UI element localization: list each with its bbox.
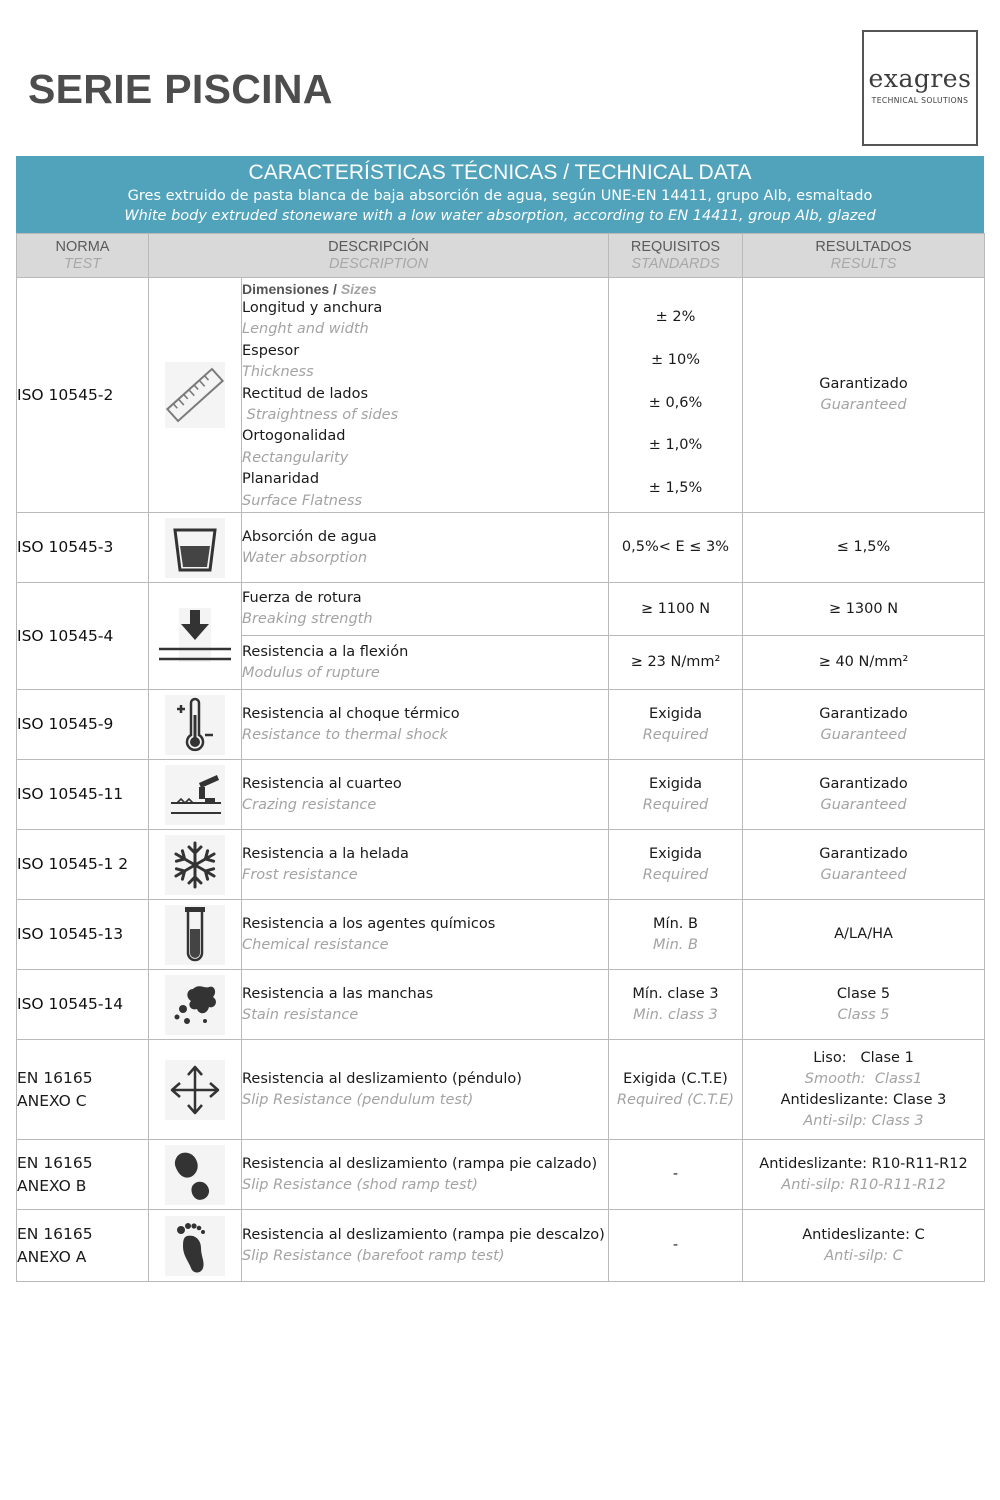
norma-cell: ISO 10545-9	[17, 690, 149, 760]
result-value-en: Smooth: Class1	[804, 1070, 923, 1087]
water-glass-icon	[165, 518, 225, 578]
requirement-value: Exigida (C.T.E)	[623, 1070, 728, 1087]
description-en: Slip Resistance (barefoot ramp test)	[242, 1247, 505, 1264]
table-row	[17, 583, 985, 636]
column-header-requisitos: REQUISITOS STANDARDS	[609, 234, 743, 278]
norma-annex: ANEXO B	[17, 1176, 87, 1195]
stain-icon	[165, 975, 225, 1035]
norma-cell: EN 16165	[17, 1068, 93, 1087]
description-es: Resistencia al choque térmico	[242, 705, 460, 722]
result-value-en: Class 5	[837, 1006, 890, 1023]
norma-cell: EN 16165	[17, 1224, 93, 1243]
table-row	[17, 690, 985, 760]
requirement-value: ± 1,0%	[648, 437, 703, 454]
technical-data-table	[16, 233, 985, 1282]
footprint-icon	[165, 1216, 225, 1276]
list-item: Espesor	[242, 342, 300, 359]
result-value: A/LA/HA	[743, 900, 985, 970]
column-header-resultados: RESULTADOS RESULTS	[743, 234, 985, 278]
result-value: Clase 5	[836, 985, 891, 1002]
logo-name: exagres	[868, 64, 972, 93]
description-en: Slip Resistance (shod ramp test)	[242, 1176, 478, 1193]
column-header-descripcion: DESCRIPCIÓN DESCRIPTION	[149, 234, 609, 278]
norma-cell: ISO 10545-4	[17, 583, 149, 690]
norma-cell: ISO 10545-1 2	[17, 830, 149, 900]
description-es: Resistencia a la helada	[242, 845, 409, 862]
table-row	[17, 830, 985, 900]
requirement-value: -	[609, 1140, 743, 1210]
result-value-en: Guaranteed	[820, 866, 907, 883]
result-value-en: Guaranteed	[820, 397, 907, 414]
requirement-value-en: Min. class 3	[633, 1006, 718, 1023]
norma-cell: ISO 10545-13	[17, 900, 149, 970]
table-row	[17, 1210, 985, 1282]
result-value: Garantizado	[819, 775, 908, 792]
result-value: Liso: Clase 1	[813, 1049, 914, 1066]
result-value-en: Anti-silp: R10-R11-R12	[781, 1176, 946, 1193]
norma-annex: ANEXO C	[17, 1091, 87, 1110]
logo-subtitle: TECHNICAL SOLUTIONS	[871, 96, 969, 105]
page-title: SERIE PISCINA	[28, 66, 333, 112]
shoe-print-icon	[165, 1145, 225, 1205]
description-en: Chemical resistance	[242, 936, 389, 953]
table-row	[17, 513, 985, 583]
description-es: Resistencia a la flexión	[242, 643, 409, 660]
description-es: Fuerza de rotura	[242, 590, 362, 607]
requirement-value: Exigida	[648, 705, 703, 722]
list-item: Rectangularity	[242, 449, 349, 466]
result-value: Antideslizante: R10-R11-R12	[759, 1155, 968, 1172]
table-row	[17, 1140, 985, 1210]
description-es: Resistencia al deslizamiento (rampa pie descalzo)	[242, 1226, 605, 1243]
result-value-en: Guaranteed	[820, 726, 907, 743]
description-es: Absorción de agua	[242, 528, 377, 545]
banner-description-en: White body extruded stoneware with a low water absorption, according to EN 14411, group AIb, glazed	[124, 208, 876, 224]
result-value-en: Anti-silp: C	[824, 1247, 903, 1264]
description-es: Resistencia a los agentes químicos	[242, 915, 496, 932]
requirement-value: ± 1,5%	[648, 480, 703, 497]
move-arrows-icon	[165, 1060, 225, 1120]
result-value: Garantizado	[819, 376, 908, 393]
description-en: Stain resistance	[242, 1006, 359, 1023]
norma-cell: ISO 10545-14	[17, 970, 149, 1040]
banner-title: CARACTERÍSTICAS TÉCNICAS / TECHNICAL DATA	[248, 161, 752, 184]
dimensions-list	[242, 298, 608, 512]
crazing-icon	[165, 765, 225, 825]
list-item: Rectitud de lados	[242, 385, 368, 402]
description-es: Resistencia al deslizamiento (péndulo)	[242, 1070, 522, 1087]
result-value-en: Anti-silp: Class 3	[803, 1112, 924, 1129]
result-value: Antideslizante: C	[802, 1226, 925, 1243]
list-item: Straightness of sides	[242, 407, 399, 424]
table-header-row	[17, 234, 985, 278]
requirement-value: 0,5%< E ≤ 3%	[609, 513, 743, 583]
dimensions-requirements	[609, 296, 742, 510]
list-item: Ortogonalidad	[242, 428, 346, 445]
table-row	[17, 900, 985, 970]
requirement-value: Exigida	[648, 845, 703, 862]
norma-annex: ANEXO A	[17, 1247, 87, 1266]
pressure-arrow-icon	[157, 606, 233, 666]
technical-data-banner	[16, 156, 984, 233]
brand-logo	[862, 30, 978, 146]
description-en: Modulus of rupture	[242, 664, 380, 681]
requirement-value: ± 10%	[651, 351, 700, 368]
requirement-value-en: Required	[642, 726, 709, 743]
description-en: Crazing resistance	[242, 796, 377, 813]
result-value: Antideslizante: Clase 3	[780, 1091, 947, 1108]
requirement-value: Mín. B	[653, 915, 698, 932]
description-es: Resistencia al deslizamiento (rampa pie calzado)	[242, 1155, 598, 1172]
list-item: Planaridad	[242, 471, 320, 488]
banner-description-es: Gres extruido de pasta blanca de baja absorción de agua, según UNE-EN 14411, grupo AIb, esmaltado	[127, 188, 873, 204]
description-en: Frost resistance	[242, 866, 358, 883]
requirement-value-en: Required	[642, 866, 709, 883]
list-item: Longitud y anchura	[242, 300, 383, 316]
requirement-value: ≥ 23 N/mm²	[609, 636, 743, 690]
result-value: Garantizado	[819, 845, 908, 862]
ruler-icon	[165, 362, 225, 428]
description-en: Breaking strength	[242, 611, 373, 628]
requirement-value: Mín. clase 3	[632, 985, 719, 1002]
norma-cell: ISO 10545-3	[17, 513, 149, 583]
description-en: Resistance to thermal shock	[242, 726, 448, 743]
description-es: Resistencia al cuarteo	[242, 775, 402, 792]
dimensions-heading: Dimensiones / Sizes	[242, 281, 377, 297]
list-item: Surface Flatness	[242, 492, 363, 509]
snowflake-icon	[165, 835, 225, 895]
description-en: Water absorption	[242, 549, 368, 566]
result-value-en: Guaranteed	[820, 796, 907, 813]
table-row	[17, 278, 985, 513]
norma-cell: ISO 10545-11	[17, 760, 149, 830]
description-en: Slip Resistance (pendulum test)	[242, 1091, 474, 1108]
table-row	[17, 760, 985, 830]
list-item: Thickness	[242, 364, 314, 381]
norma-cell: EN 16165	[17, 1153, 93, 1172]
test-tube-icon	[165, 905, 225, 965]
table-row	[17, 970, 985, 1040]
norma-cell: ISO 10545-2	[17, 278, 149, 513]
thermometer-icon	[165, 695, 225, 755]
requirement-value: -	[609, 1210, 743, 1282]
requirement-value: ± 0,6%	[648, 394, 703, 411]
result-value: ≥ 40 N/mm²	[743, 636, 985, 690]
table-row	[17, 1040, 985, 1140]
requirement-value-en: Min. B	[653, 936, 698, 953]
result-value: ≥ 1300 N	[743, 583, 985, 636]
requirement-value-en: Required	[642, 796, 709, 813]
result-value: Garantizado	[819, 705, 908, 722]
requirement-value: ± 2%	[655, 309, 696, 325]
requirement-value-en: Required (C.T.E)	[616, 1091, 735, 1108]
requirement-value: Exigida	[648, 775, 703, 792]
result-value: ≤ 1,5%	[743, 513, 985, 583]
column-header-norma: NORMA TEST	[17, 234, 149, 278]
description-es: Resistencia a las manchas	[242, 985, 434, 1002]
requirement-value: ≥ 1100 N	[609, 583, 743, 636]
list-item: Lenght and width	[242, 321, 369, 338]
